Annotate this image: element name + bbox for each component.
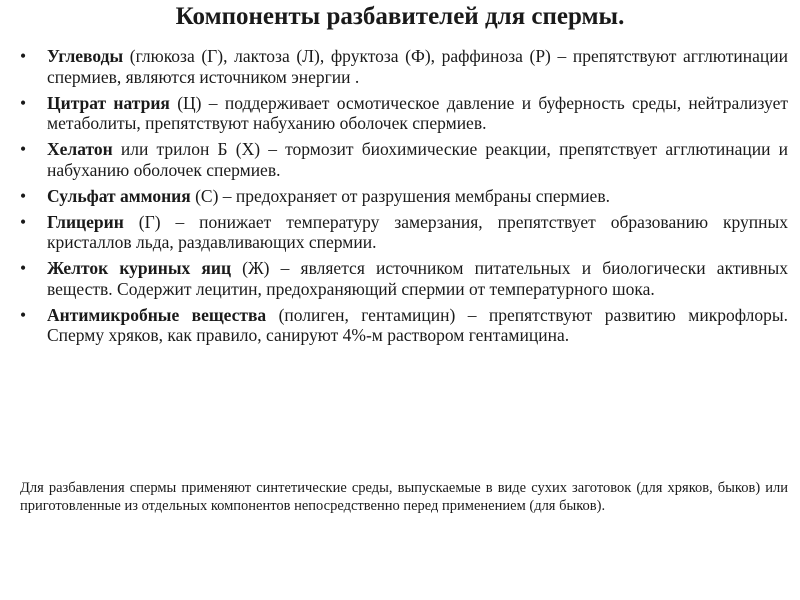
item-term: Цитрат натрия — [47, 92, 170, 113]
item-description: (С) – предохраняет от разрушения мембраны спермиев. — [190, 185, 610, 206]
list-item — [20, 305, 788, 346]
item-description: (глюкоза (Г), лактоза (Л), фруктоза (Ф), раффиноза (Р) – препятствуют агглютинации спермиев, являются источником энергии . — [47, 46, 788, 87]
item-term: Антимикробные вещества — [47, 304, 267, 325]
item-description: (Ж) – является источником питательных и биологически активных веществ. Содержит лецитин, предохраняющий спермии от температурного шока. — [47, 258, 788, 299]
item-description: (Г) – понижает температуру замерзания, препятствует образованию крупных кристаллов льда, раздавливающих спермии. — [47, 211, 788, 252]
list-item — [20, 212, 788, 253]
item-term: Хелатон — [47, 139, 113, 159]
bullet-dot-icon: • — [20, 185, 27, 206]
bullet-dot-icon: • — [20, 92, 27, 113]
list-item — [20, 186, 788, 207]
bullet-dot-icon: • — [20, 304, 27, 325]
bullet-dot-icon: • — [20, 139, 27, 159]
item-description: (Ц) – поддерживает осмотическое давление и буферность среды, нейтрализует метаболиты, препятствуют набуханию оболочек спермиев. — [47, 92, 788, 133]
item-description: (полиген, гентамицин) – препятствуют развитию микрофлоры. Сперму хряков, как правило, санируют 4%-м раствором гентамицина. — [47, 304, 788, 345]
list-item — [20, 46, 788, 87]
footnote: Для разбавления спермы применяют синтетические среды, выпускаемые в виде сухих заготовок (для хряков, быков) или приготовленные из отдельных компонентов непосредственно перед применением (для быков). — [20, 480, 788, 514]
bullet-dot-icon: • — [20, 258, 27, 278]
component-list — [20, 46, 788, 351]
item-term: Желток куриных яиц — [47, 258, 232, 278]
item-term: Сульфат аммония — [47, 185, 191, 206]
list-item — [20, 93, 788, 134]
list-item — [20, 258, 788, 299]
bullet-dot-icon: • — [20, 46, 27, 66]
item-term: Углеводы — [47, 46, 124, 66]
page-title: Компоненты разбавителей для спермы. — [175, 3, 625, 30]
bullet-dot-icon: • — [20, 211, 27, 232]
list-item — [20, 139, 788, 180]
item-term: Глицерин — [47, 211, 124, 232]
item-description: или трилон Б (Х) – тормозит биохимические реакции, препятствует агглютинации и набуханию оболочек спермиев. — [47, 139, 788, 180]
